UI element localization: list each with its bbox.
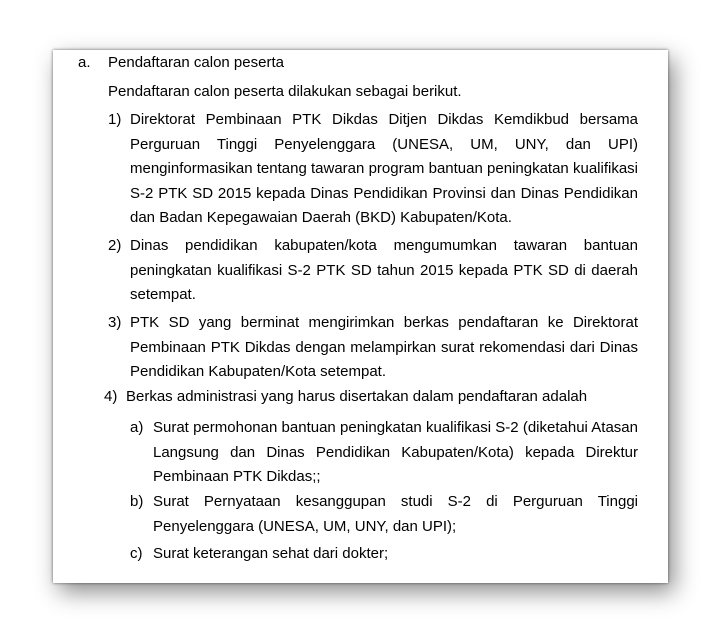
list-item-number: 2) [108,237,122,254]
list-item-text: Dinas pendidikan kabupaten/kota mengumumkan tawaran bantuan peningkatan kualifikasi S-2 PTK SD tahun 2015 kepada PTK SD di daerah setempat. [130,237,638,303]
list-item [108,311,638,385]
sub-list-item-letter: a) [130,419,144,436]
list-item [108,234,638,308]
section-title: Pendaftaran calon peserta [108,54,284,71]
list-item [108,108,638,231]
sub-list-item [130,542,638,567]
list-item-text: Direktorat Pembinaan PTK Dikdas Ditjen Dikdas Kemdikbud bersama Perguruan Tinggi Penyelenggara (UNESA, UM, UNY, dan UPI) menginformasikan tentang tawaran program bantuan peningkatan kualifikasi S-2 PTK SD 2015 kepada Dinas Pendidikan Provinsi dan Dinas Pendidikan dan Badan Kepegawaian Daerah (BKD) Kabupaten/Kota. [130,111,638,226]
list-item-text: PTK SD yang berminat mengirimkan berkas pendaftaran ke Direktorat Pembinaan PTK Dikdas dengan melampirkan surat rekomendasi dari Dinas Pendidikan Kabupaten/Kota setempat. [130,314,638,380]
sub-list-item-text: Surat Pernyataan kesanggupan studi S-2 di Perguruan Tinggi Penyelenggara (UNESA, UM, UNY, dan UPI); [153,493,638,535]
sub-list-item-text: Surat keterangan sehat dari dokter; [153,545,389,562]
section-heading [78,51,638,76]
section-intro: Pendaftaran calon peserta dilakukan sebagai berikut. [108,83,462,100]
sub-list-item [130,490,638,539]
list-item-number: 3) [108,314,122,331]
list-item-number: 4) [104,388,118,405]
sub-list-item [130,416,638,490]
sub-list-item-text: Surat permohonan bantuan peningkatan kualifikasi S-2 (diketahui Atasan Langsung dan Dinas Pendidikan Kabupaten/Kota) kepada Direktur Pembinaan PTK Dikdas;; [153,419,638,485]
list-item-number: 1) [108,111,122,128]
list-item [104,385,664,410]
sub-list-item-letter: b) [130,493,144,510]
list-item-text: Berkas administrasi yang harus disertakan dalam pendaftaran adalah [126,388,588,405]
section-label: a. [78,54,91,71]
sub-list-item-letter: c) [130,545,143,562]
